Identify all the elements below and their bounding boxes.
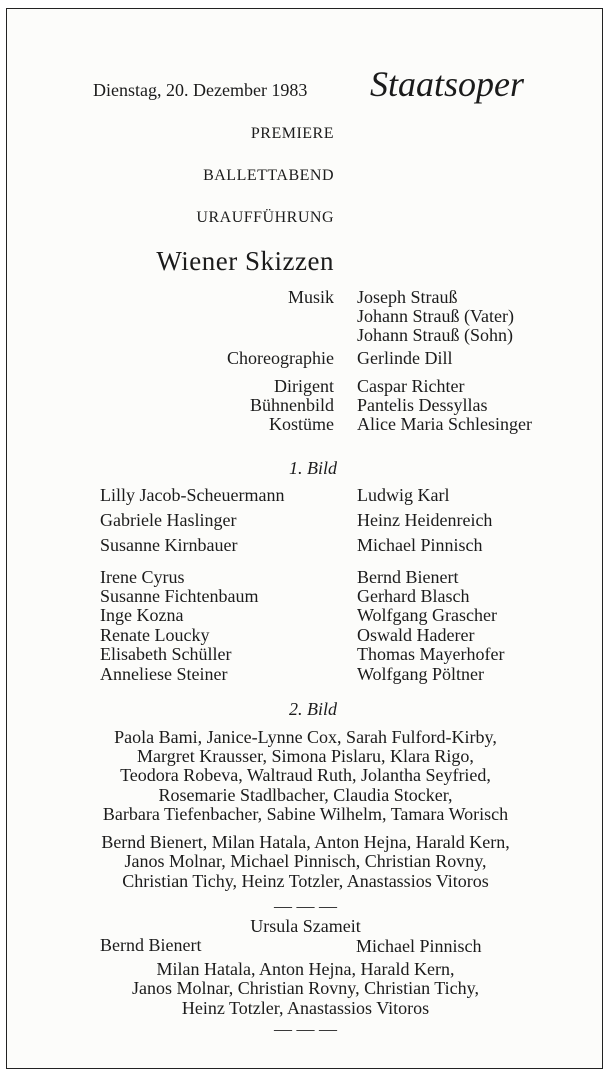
composer: Johann Strauß (Vater) <box>357 306 514 326</box>
composer: Joseph Strauß <box>357 287 458 307</box>
buehnenbild-label: Bühnenbild <box>250 395 334 415</box>
ensemble-left: Renate Loucky <box>100 625 210 645</box>
conductor: Caspar Richter <box>357 376 465 396</box>
choreographie-label: Choreographie <box>227 348 334 368</box>
ensemble-right: Oswald Haderer <box>357 625 475 645</box>
soloist-left: Susanne Kirnbauer <box>100 535 238 555</box>
solo-partner-left: Bernd Bienert <box>100 935 202 955</box>
ensemble-right: Wolfgang Pöltner <box>357 664 485 684</box>
kostueme-label: Kostüme <box>269 414 334 434</box>
ensemble-left: Susanne Fichtenbaum <box>100 586 259 606</box>
solo-dancer: Ursula Szameit <box>250 916 361 936</box>
final-ensemble-line: Janos Molnar, Christian Rovny, Christian Tichy, <box>132 978 479 998</box>
ensemble-right: Gerhard Blasch <box>357 586 470 606</box>
ensemble-right: Thomas Mayerhofer <box>357 644 505 664</box>
stage-designer: Pantelis Dessyllas <box>357 395 488 415</box>
staatsoper-logo: Staatsoper <box>370 64 525 104</box>
ensemble-left: Anneliese Steiner <box>100 664 228 684</box>
bild-1-heading: 1. Bild <box>289 458 337 478</box>
ballet-title: Wiener Skizzen <box>156 246 334 276</box>
women-ensemble-line: Margret Krausser, Simona Pislaru, Klara Rigo, <box>137 746 474 766</box>
choreographer: Gerlinde Dill <box>357 348 453 368</box>
dirigent-label: Dirigent <box>274 376 334 396</box>
musik-label: Musik <box>287 287 334 307</box>
composer: Johann Strauß (Sohn) <box>357 325 513 345</box>
men-ensemble-line: Bernd Bienert, Milan Hatala, Anton Hejna, Harald Kern, <box>101 832 510 852</box>
soloist-left: Gabriele Haslinger <box>100 510 237 530</box>
ensemble-left: Inge Kozna <box>100 605 184 625</box>
women-ensemble-line: Paola Bami, Janice-Lynne Cox, Sarah Fulford-Kirby, <box>114 727 497 747</box>
soloist-right: Michael Pinnisch <box>357 535 483 555</box>
urauffuehrung-heading: URAUFFÜHRUNG <box>196 209 334 226</box>
men-ensemble-line: Christian Tichy, Heinz Totzler, Anastassios Vitoros <box>122 871 489 891</box>
bild-2-heading: 2. Bild <box>289 699 337 719</box>
end-separator: — — — <box>274 1019 337 1039</box>
solo-partner-right: Michael Pinnisch <box>356 936 482 956</box>
ensemble-left: Elisabeth Schüller <box>100 644 232 664</box>
performance-date: Dienstag, 20. Dezember 1983 <box>93 80 308 100</box>
premiere-heading: PREMIERE <box>250 125 334 142</box>
ensemble-right: Wolfgang Grascher <box>357 605 497 625</box>
separator: — — — <box>274 896 337 916</box>
men-ensemble-line: Janos Molnar, Michael Pinnisch, Christian Rovny, <box>124 851 487 871</box>
soloist-left: Lilly Jacob-Scheuermann <box>100 485 285 505</box>
ensemble-left: Irene Cyrus <box>100 567 185 587</box>
women-ensemble-line: Teodora Robeva, Waltraud Ruth, Jolantha Seyfried, <box>120 765 491 785</box>
women-ensemble-line: Rosemarie Stadlbacher, Claudia Stocker, <box>158 785 453 805</box>
women-ensemble-line: Barbara Tiefenbacher, Sabine Wilhelm, Tamara Worisch <box>102 804 509 824</box>
ballettabend-heading: BALLETTABEND <box>203 167 334 184</box>
costume-designer: Alice Maria Schlesinger <box>357 414 532 434</box>
soloist-right: Heinz Heidenreich <box>357 510 493 530</box>
soloist-right: Ludwig Karl <box>357 485 450 505</box>
ensemble-right: Bernd Bienert <box>357 567 459 587</box>
final-ensemble-line: Heinz Totzler, Anastassios Vitoros <box>181 998 430 1018</box>
final-ensemble-line: Milan Hatala, Anton Hejna, Harald Kern, <box>156 959 455 979</box>
